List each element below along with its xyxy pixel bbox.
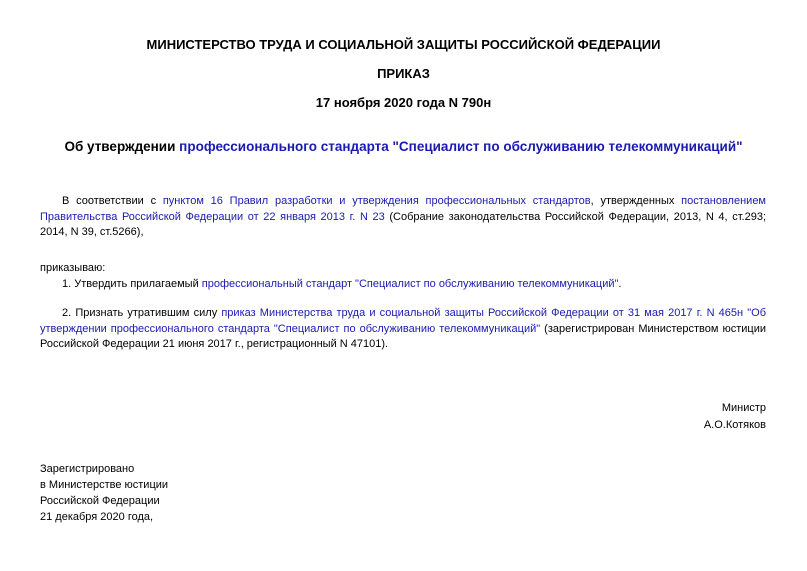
ministry-heading: МИНИСТЕРСТВО ТРУДА И СОЦИАЛЬНОЙ ЗАЩИТЫ РОССИЙСКОЙ ФЕДЕРАЦИИ	[146, 37, 661, 52]
item1-text-1: 1. Утвердить прилагаемый	[62, 278, 202, 290]
registration-line-1: Зарегистрировано	[40, 463, 135, 475]
order-item-2	[40, 306, 766, 353]
title-standard-link[interactable]: профессионального стандарта "Специалист по обслуживанию телекоммуникаций"	[179, 139, 743, 154]
registration-block	[40, 461, 168, 525]
title-prefix: Об утверждении	[64, 139, 180, 154]
preamble-text-1: В соответствии с	[62, 195, 163, 207]
order-item-1	[40, 277, 766, 293]
rules-point-16-link[interactable]: пунктом 16 Правил разработки и утверждения профессиональных стандартов	[162, 195, 591, 207]
registration-line-2: в Министерстве юстиции	[40, 479, 169, 491]
signer-position: Министр	[721, 402, 766, 414]
preamble-paragraph	[40, 194, 766, 241]
order-type-heading: ПРИКАЗ	[377, 66, 430, 81]
government-resolution-link[interactable]: постановлением Правительства Российской Федерации от 22 января 2013 г. N 23	[40, 195, 766, 223]
registration-line-4: 21 декабря 2020 года,	[40, 511, 154, 523]
order-date-heading: 17 ноября 2020 года N 790н	[315, 95, 492, 110]
preamble-text-3: (Собрание законодательства Российской Федерации, 2013, N 4, ст.293; 2014, N 39, ст.5266),	[40, 210, 767, 239]
registration-line-3: Российской Федерации	[40, 495, 160, 507]
item2-text-1: 2. Признать утратившим силу	[62, 307, 222, 319]
previous-order-link[interactable]: приказ Министерства труда и социальной защиты Российской Федерации от 31 мая 2017 г. N 465н "Об утверждении профессионального стандарта "Специалист по обслуживанию телекоммуникаций"	[40, 307, 766, 335]
signature-block	[704, 400, 766, 434]
order-word: приказываю:	[40, 262, 106, 274]
item2-text-2: (зарегистрирован Министерством юстиции Российской Федерации 21 июня 2017 г., регистрационный N 47101).	[40, 322, 766, 351]
signer-name: А.О.Котяков	[703, 419, 766, 431]
preamble-text-2: , утвержденных	[590, 195, 682, 207]
item1-text-2: .	[618, 278, 622, 290]
professional-standard-link[interactable]: профессиональный стандарт "Специалист по обслуживанию телекоммуникаций"	[201, 278, 619, 290]
document-title	[0, 139, 807, 154]
